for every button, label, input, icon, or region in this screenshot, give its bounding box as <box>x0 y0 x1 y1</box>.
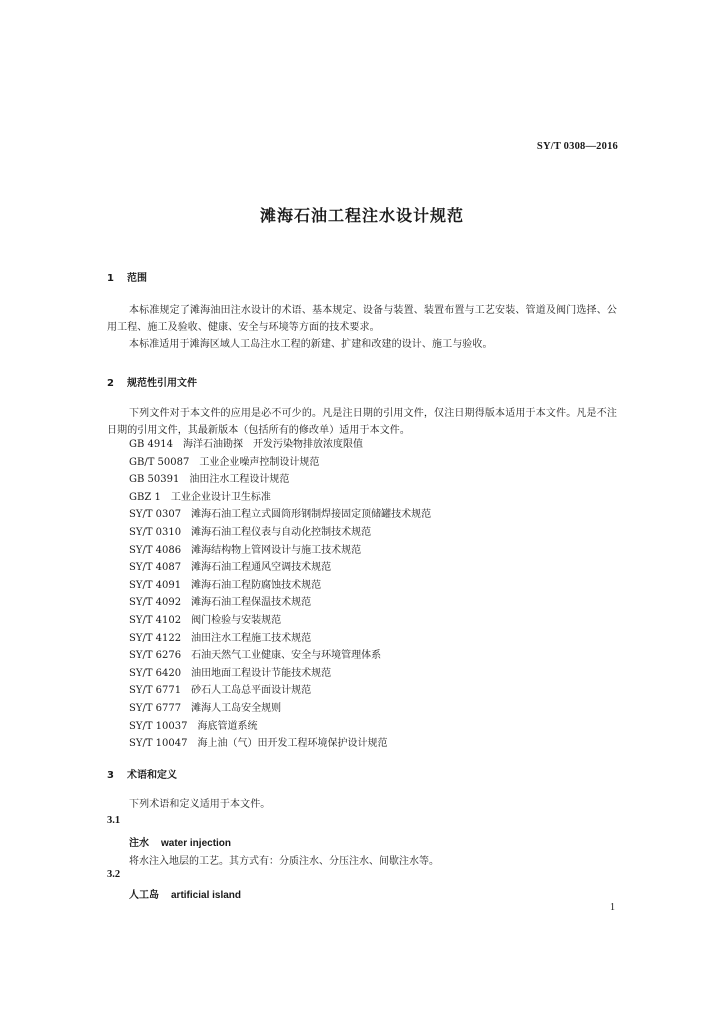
ref-code: SY/T 4102 <box>129 614 182 626</box>
ref-code: SY/T 0310 <box>129 526 182 538</box>
refs-intro-paragraph: 下列文件对于本文件的应用是必不可少的。凡是注日期的引用文件，仅注日期得版本适用于本文件。凡是不注日期的引用文件，其最新版本（包括所有的修改单）适用于本文件。 <box>107 408 617 436</box>
ref-code: SY/T 6777 <box>129 702 182 714</box>
list-item <box>129 542 431 560</box>
term-number: 3.2 <box>107 869 121 880</box>
ref-code: SY/T 6276 <box>129 650 182 662</box>
list-item <box>129 700 431 718</box>
ref-code: SY/T 4086 <box>129 544 182 556</box>
section-1-heading <box>107 269 147 284</box>
term-english: water injection <box>161 838 232 849</box>
list-item <box>129 594 431 612</box>
list-item <box>129 524 431 542</box>
ref-name: 阀门检验与安装规范 <box>191 614 282 626</box>
term-number: 3.1 <box>107 815 121 826</box>
section-2-heading <box>107 374 197 389</box>
scope-paragraph-1: 本标准规定了滩海油田注水设计的术语、基本规定、设备与装置、装置布置与工艺安装、管道及阀门选择、公用工程、施工及验收、健康、安全与环境等方面的技术要求。 <box>107 305 617 333</box>
ref-name: 滩海人工岛安全规则 <box>191 702 282 714</box>
ref-name: 滩海结构物上管网设计与施工技术规范 <box>191 544 362 556</box>
ref-code: GB 4914 <box>129 439 173 450</box>
section-title: 范围 <box>127 273 147 284</box>
ref-name: 工业企业设计卫生标准 <box>170 491 271 503</box>
ref-name: 海洋石油勘探 开发污染物排放浓度限值 <box>182 439 363 450</box>
standard-code: SY/T 0308—2016 <box>536 141 618 152</box>
list-item <box>129 577 431 595</box>
ref-name: 滩海石油工程通风空调技术规范 <box>191 562 332 574</box>
ref-code: SY/T 4091 <box>129 579 182 591</box>
list-item <box>129 630 431 648</box>
ref-name: 海底管道系统 <box>197 720 258 732</box>
ref-name: 滩海石油工程立式圆筒形钢制焊接固定顶储罐技术规范 <box>191 509 432 521</box>
document-title: 滩海石油工程注水设计规范 <box>259 206 464 225</box>
list-item <box>129 735 431 753</box>
ref-code: GBZ 1 <box>129 491 161 503</box>
reference-list <box>129 436 431 753</box>
terms-intro-paragraph: 下列术语和定义适用于本文件。 <box>129 799 271 810</box>
list-item <box>129 489 431 507</box>
ref-code: SY/T 4092 <box>129 597 182 609</box>
list-item <box>129 647 431 665</box>
ref-code: GB/T 50087 <box>129 456 190 468</box>
page-number: 1 <box>610 902 615 913</box>
ref-name: 海上油（气）田开发工程环境保护设计规范 <box>197 738 388 750</box>
term-definition: 将水注入地层的工艺。其方式有：分质注水、分压注水、间歇注水等。 <box>129 856 439 867</box>
section-title: 规范性引用文件 <box>127 378 197 389</box>
ref-code: GB 50391 <box>129 474 180 486</box>
list-item <box>129 559 431 577</box>
ref-code: SY/T 6771 <box>129 685 182 697</box>
term-english: artificial island <box>171 890 242 901</box>
term-chinese: 注水 <box>129 838 149 849</box>
section-number: 2 <box>107 378 114 389</box>
section-number: 1 <box>107 273 114 284</box>
ref-code: SY/T 10047 <box>129 738 188 750</box>
ref-code: SY/T 10037 <box>129 720 188 732</box>
list-item <box>129 682 431 700</box>
list-item <box>129 471 431 489</box>
section-number: 3 <box>107 770 114 781</box>
ref-name: 工业企业噪声控制设计规范 <box>199 456 320 468</box>
ref-name: 石油天然气工业健康、安全与环境管理体系 <box>191 650 382 662</box>
ref-name: 滩海石油工程保温技术规范 <box>191 597 312 609</box>
list-item <box>129 454 431 472</box>
ref-code: SY/T 4087 <box>129 562 182 574</box>
ref-name: 砂石人工岛总平面设计规范 <box>191 685 312 697</box>
term-chinese: 人工岛 <box>129 890 159 901</box>
term-title <box>129 834 231 849</box>
list-item <box>129 436 431 454</box>
ref-name: 滩海石油工程仪表与自动化控制技术规范 <box>191 526 372 538</box>
term-title <box>129 886 241 901</box>
section-3-heading <box>107 766 177 781</box>
section-title: 术语和定义 <box>127 770 177 781</box>
scope-paragraph-2: 本标准适用于滩海区域人工岛注水工程的新建、扩建和改建的设计、施工与验收。 <box>129 339 493 350</box>
ref-code: SY/T 4122 <box>129 632 182 644</box>
list-item <box>129 665 431 683</box>
ref-name: 油田注水工程施工技术规范 <box>191 632 312 644</box>
list-item <box>129 612 431 630</box>
ref-name: 油田地面工程设计节能技术规范 <box>191 667 332 679</box>
ref-name: 滩海石油工程防腐蚀技术规范 <box>191 579 322 591</box>
ref-name: 油田注水工程设计规范 <box>189 474 290 486</box>
list-item <box>129 506 431 524</box>
list-item <box>129 718 431 736</box>
ref-code: SY/T 0307 <box>129 509 182 521</box>
ref-code: SY/T 6420 <box>129 667 182 679</box>
